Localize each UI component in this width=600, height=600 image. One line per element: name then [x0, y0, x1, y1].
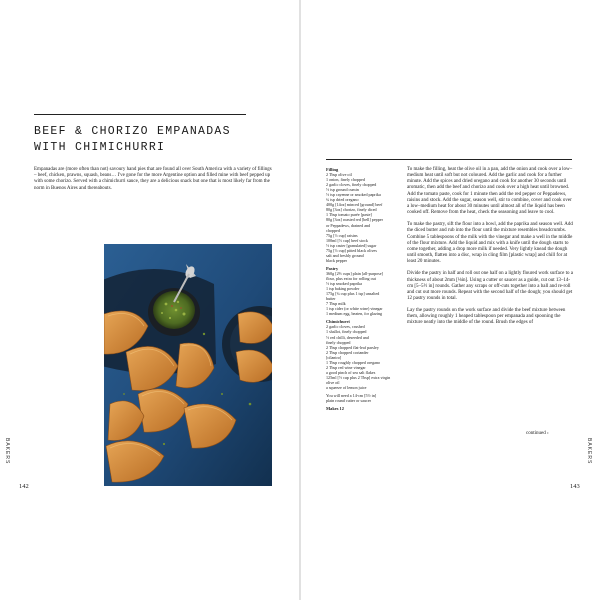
ingredient-line: chopped [326, 227, 340, 233]
ingredient-line: 1 Tbsp tomato purée [paste] [326, 212, 372, 218]
ingredient-line: olive oil [326, 379, 340, 385]
ingredient-line: flour, plus extra for rolling out [326, 275, 376, 281]
running-head-left: BAKERS [4, 438, 10, 465]
continued-note: continued › [526, 431, 549, 436]
method-paragraph: To make the pastry, sift the flour into a bowl, add the paprika and season well. Add the diced butter and rub into the flour until the mixture resembles breadcrumbs. Combine 5 tablespoons of the milk with the vinegar and make a well in the middle of the flour mixture. Add the liquid and mix with a knife until the dough starts to come together, adding a drop more milk if needed. Very lightly knead the dough until smooth, flatten into a disc, wrap in cling film [plastic wrap] and chill for at least 20 minutes. [407, 222, 573, 265]
recipe-intro: Empanadas are (more often than not) savoury hand pies that are found all over South America with a variety of fillings – beef, chicken, prawns, squash, beans… I've gone for the more Argentine option and filled mine with beef pepped up with some chorizo. Served with a chimichurri sauce, they are a delicious snack but one that is most likely far from the norm in Buenos Aires and thereabouts. [34, 167, 272, 191]
ingredient-line: [cilantro] [326, 354, 342, 360]
ingredient-line: 2 garlic cloves, crushed [326, 324, 365, 330]
recipe-title-line-1: BEEF & CHORIZO EMPANADAS [34, 125, 231, 138]
method-column [407, 167, 573, 333]
method-paragraph: Lay the pastry rounds on the work surface and divide the beef mixture between them, allowing roughly 1 heaped tablespoon per empanada and spooning the mixture neatly into the middle of the round. Brush the edges of [407, 308, 566, 326]
ingredient-line: black pepper [326, 257, 348, 263]
page-number-right: 143 [570, 483, 580, 490]
ingredient-line: 1 medium egg, beaten, for glazing [326, 311, 383, 317]
method-paragraph: Divide the pastry in half and roll out one half on a lightly floured work surface to a thickness of about 2mm [⅛in]. Using a cutter or saucer as a guide, cut out 13–14-cm [5–5½ in] rounds. Gather any scraps or off-cuts together into a ball and re-roll and cut out more rounds. Repeat with the second half of the dough; you should get 12 pastry rounds in total. [407, 271, 573, 301]
ingredient-line: ½ tsp ground cumin [326, 187, 359, 193]
ingredient-line: 80g [3oz] roasted red [bell] pepper [326, 217, 383, 223]
ingredient-line: 7 Tbsp milk [326, 301, 346, 307]
ingredient-line: 80g [3oz] chorizo, finely diced [326, 207, 377, 213]
equipment-note: You will need a 14-cm [5½ in] [326, 393, 377, 399]
ingredient-line: ½ tsp caster [granulated] sugar [326, 242, 377, 248]
ingredient-line: 2 Tbsp chopped coriander [326, 349, 369, 355]
ingredient-line: 2 Tbsp red wine vinegar [326, 364, 366, 370]
equipment-note: plain round cutter or saucer [326, 398, 372, 404]
ingredient-line: ¾ tsp dried oregano [326, 197, 359, 203]
right-page [300, 0, 600, 600]
ingredient-line: butter [326, 296, 336, 302]
ingredient-line: 2 Tbsp olive oil [326, 172, 352, 178]
yield-label: Makes 12 [326, 406, 344, 412]
empanadas-photo [104, 244, 272, 486]
title-rule [34, 114, 246, 115]
ingredient-line: finely chopped [326, 339, 351, 345]
ingredient-line: 125ml [½ cup plus 2 Tbsp] extra virgin [326, 374, 391, 380]
page-number-left: 142 [19, 483, 29, 490]
recipe-title-line-2: WITH CHIMICHURRI [34, 141, 166, 154]
ingredients-column [326, 167, 391, 412]
ingredient-line: salt and freshly ground [326, 252, 364, 258]
ingredient-line: 75g [⅓ cup] pitted black olives [326, 247, 377, 253]
chimichurri-heading: Chimichurri [326, 319, 350, 325]
ingredient-line: 400g [14oz] minced [ground] beef [326, 202, 383, 208]
filling-heading: Filling [326, 167, 339, 172]
ingredient-line: 75g [⅓ cup] raisins [326, 232, 358, 238]
ingredient-line: 2 Tbsp chopped flat-leaf parsley [326, 344, 379, 350]
method-paragraph: To make the filling, heat the olive oil in a pan, add the onion and cook over a low–medium heat until soft but not coloured. Add the garlic and cook for a further minute. Add the spices and dried oregano and cook for another 30 seconds until aromatic, then add the beef and chorizo and cook over a high heat until browned. Add the tomato paste, cook for 1 minute then add the red pepper or Peppadews, raisins and stock. Add the sugar, season well, stir to combine, cover and cook over a low–medium heat for about 30 minutes until almost all of the liquid has been cooked off. Remove from the heat, check the seasoning and leave to cool. [407, 167, 573, 216]
ingredient-line: a squeeze of lemon juice [326, 384, 367, 390]
ingredient-line: 2 garlic cloves, finely chopped [326, 182, 377, 188]
recipe-title [34, 124, 254, 156]
ingredient-line: 175g [¾ cup plus 1 tsp] unsalted [326, 291, 380, 297]
running-head-right: BAKERS [586, 438, 592, 465]
pastry-heading: Pastry [326, 265, 339, 271]
ingredient-line: or Peppadews, drained and [326, 222, 371, 228]
ingredient-line: ½ red chilli, deseeded and [326, 334, 369, 340]
ingredients-rule [326, 159, 572, 160]
ingredient-line: ½ tsp smoked paprika [326, 281, 362, 287]
ingredient-line: a good pinch of sea salt flakes [326, 369, 376, 375]
ingredient-line: 1 tsp cider (or white wine) vinegar [326, 306, 383, 312]
ingredient-line: ½ tsp cayenne or smoked paprika [326, 192, 381, 198]
ingredient-line: 1 tsp baking powder [326, 286, 360, 292]
ingredient-line: 1 shallot, finely chopped [326, 329, 367, 335]
ingredient-line: 360g [2⅔ cups] plain [all-purpose] [326, 270, 383, 276]
ingredient-line: 1 onion, finely chopped [326, 177, 365, 183]
ingredient-line: 1 Tbsp roughly chopped oregano [326, 359, 381, 365]
ingredient-line: 100ml [⅓ cup] beef stock [326, 237, 368, 243]
